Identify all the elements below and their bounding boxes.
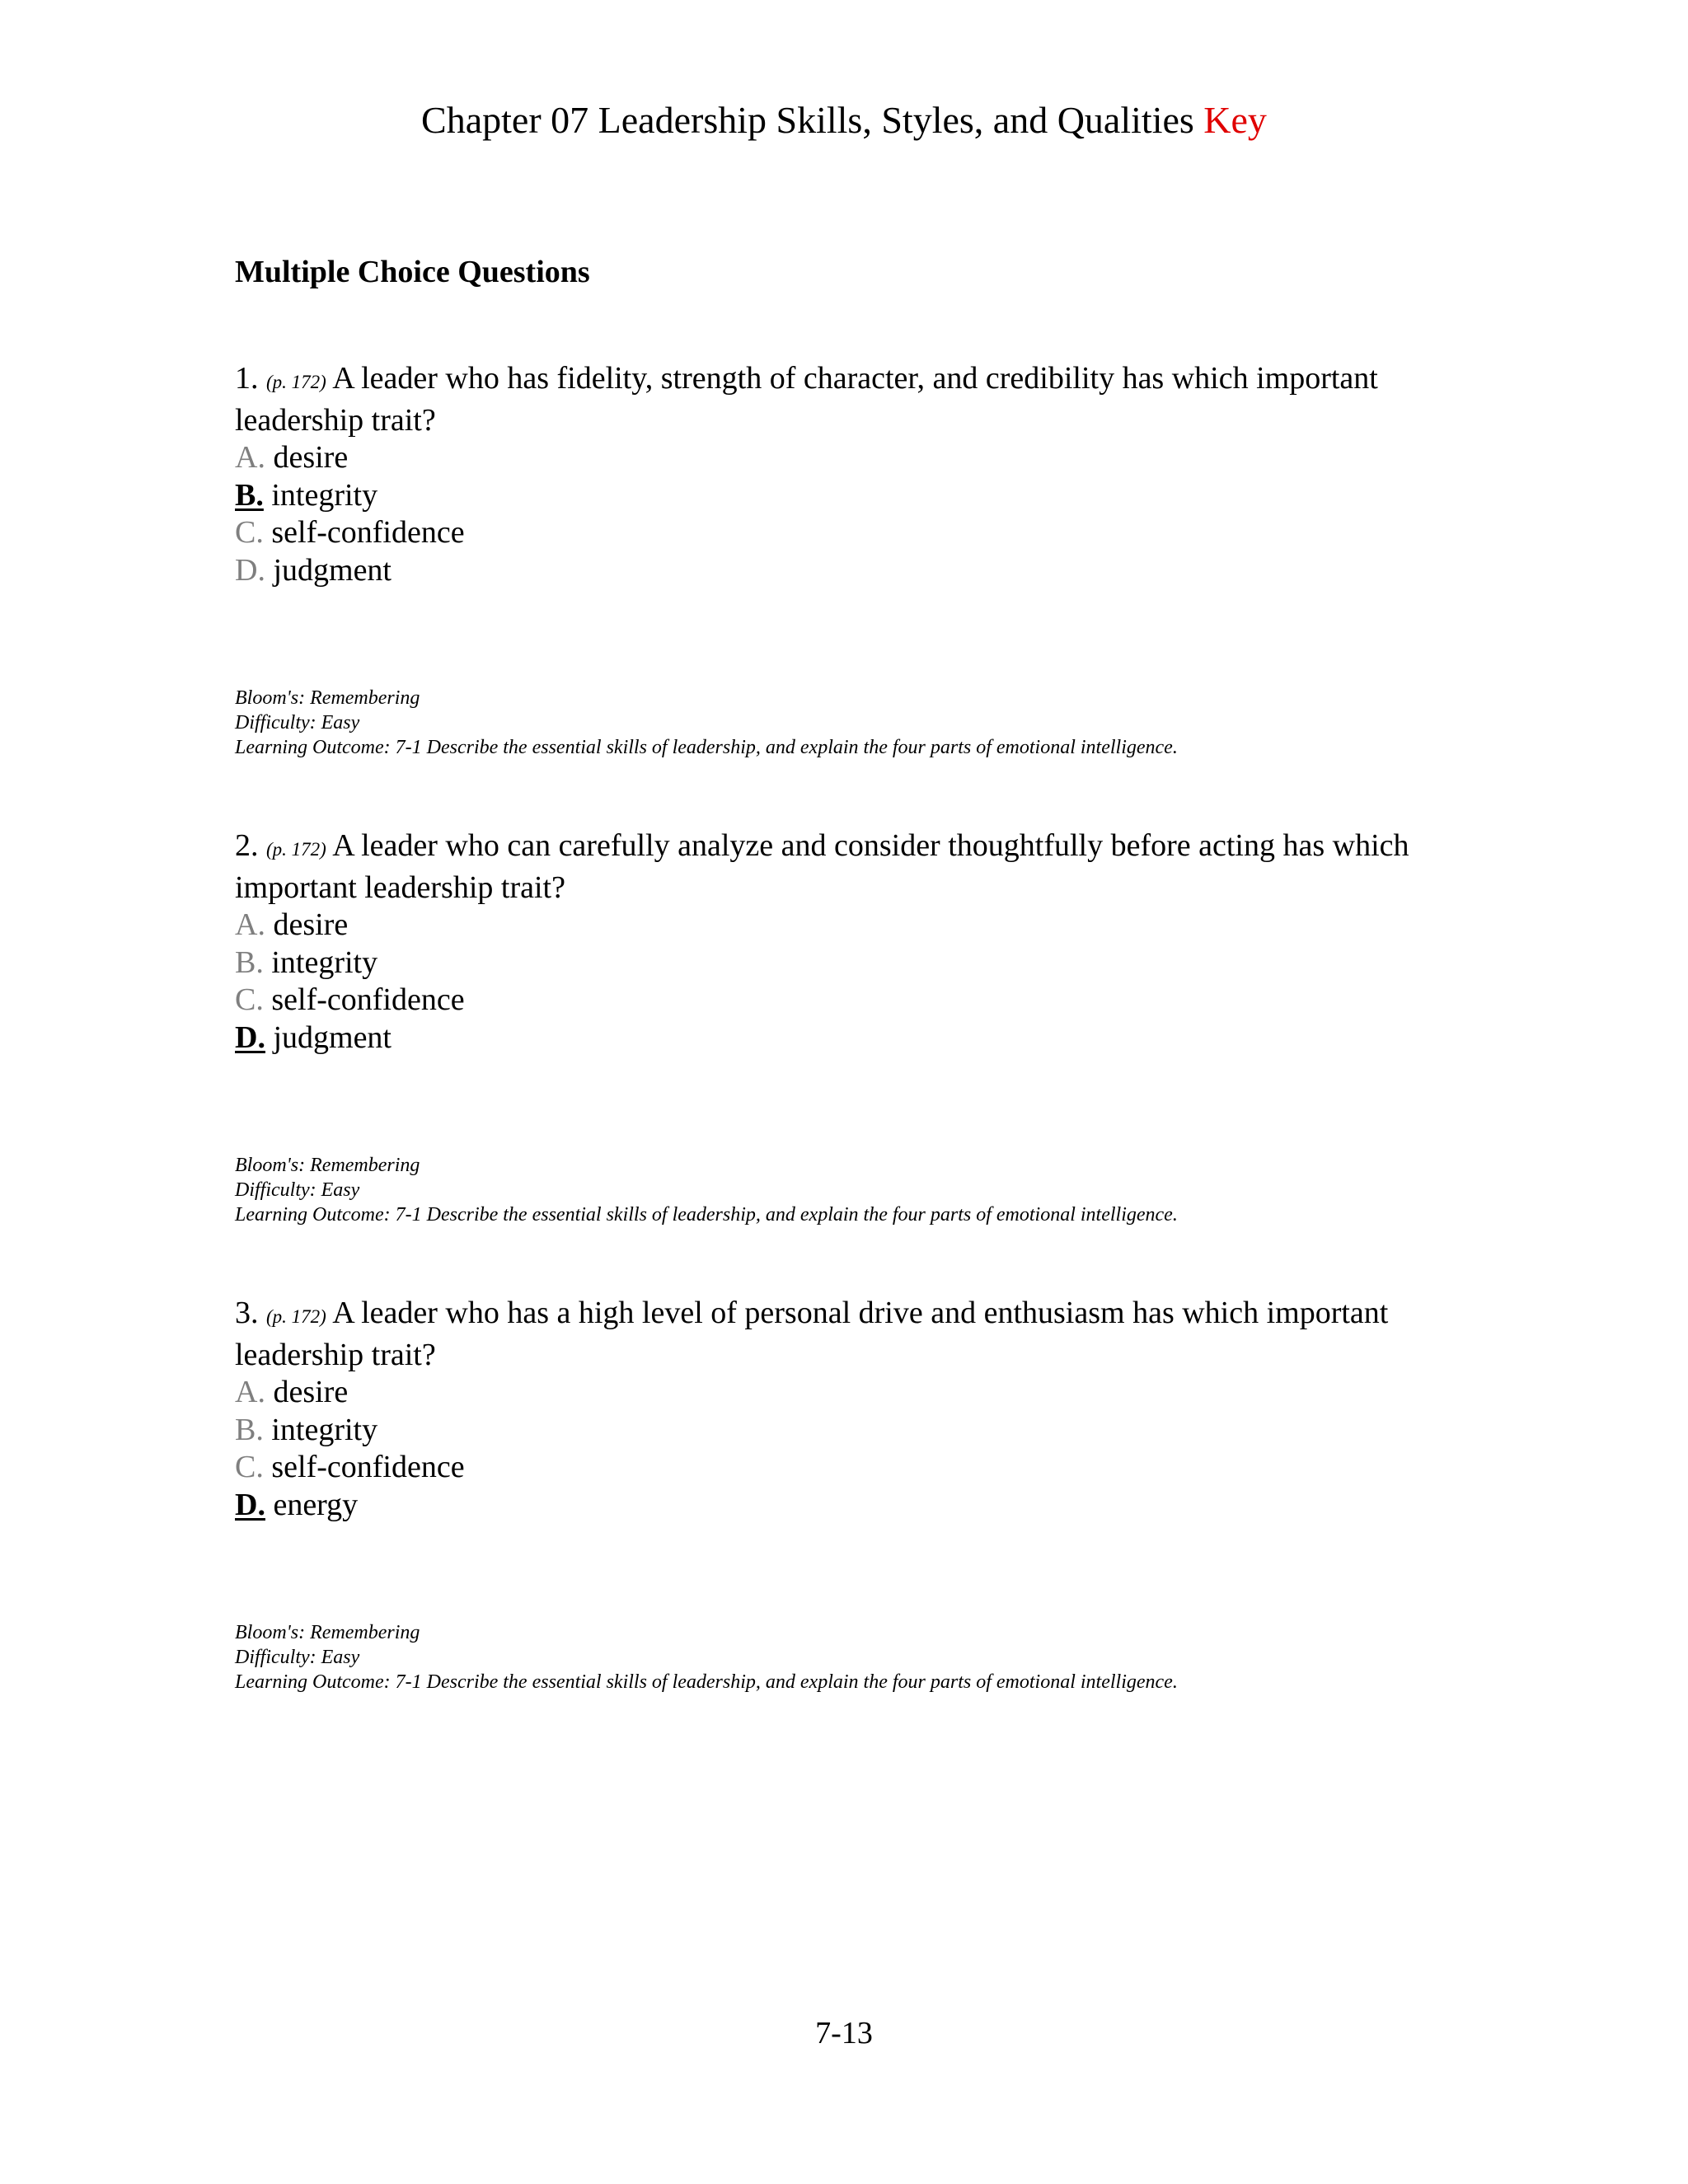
question-text: A leader who has fidelity, strength of character, and credibility has which important leadership trait? [235, 361, 1378, 438]
option-b [235, 1412, 1488, 1450]
blooms-level: Bloom's: Remembering [235, 1622, 420, 1643]
difficulty: Difficulty: Easy [235, 712, 360, 733]
learning-outcome: Learning Outcome: 7-1 Describe the essential skills of leadership, and explain the four parts of emotional intelligence. [235, 1671, 1178, 1693]
page-number: 7-13 [815, 2016, 873, 2050]
page-reference: (p. 172) [266, 839, 326, 860]
question-3-metadata [235, 1620, 1554, 1694]
learning-outcome: Learning Outcome: 7-1 Describe the essential skills of leadership, and explain the four parts of emotional intelligence. [235, 1204, 1178, 1226]
option-text: judgment [273, 1019, 392, 1055]
title-text: Chapter 07 Leadership Skills, Styles, and Qualities [421, 99, 1194, 141]
question-2-metadata [235, 1153, 1554, 1227]
option-letter: C. [235, 982, 264, 1017]
title-key-label: Key [1203, 99, 1267, 141]
difficulty: Difficulty: Easy [235, 1179, 360, 1201]
option-a [235, 1374, 1488, 1412]
page-reference: (p. 172) [266, 1306, 326, 1327]
question-1 [235, 359, 1488, 589]
blooms-level: Bloom's: Remembering [235, 1155, 420, 1176]
option-b-correct [235, 477, 1488, 515]
question-stem [235, 1294, 1488, 1374]
option-text: desire [273, 440, 349, 475]
option-text: self-confidence [271, 515, 465, 550]
option-letter: B. [235, 944, 264, 980]
page-reference: (p. 172) [266, 372, 326, 392]
learning-outcome: Learning Outcome: 7-1 Describe the essential skills of leadership, and explain the four parts of emotional intelligence. [235, 737, 1178, 758]
option-letter: C. [235, 515, 264, 550]
option-d-correct [235, 1019, 1488, 1057]
answer-options [235, 907, 1488, 1057]
question-text: A leader who has a high level of personal drive and enthusiasm has which important leadership trait? [235, 1296, 1389, 1372]
question-number: 2. [235, 828, 259, 863]
option-letter: D. [235, 1487, 265, 1522]
option-text: self-confidence [271, 1450, 465, 1484]
option-a [235, 439, 1488, 477]
option-letter: A. [235, 440, 265, 475]
question-3 [235, 1294, 1488, 1524]
question-number: 1. [235, 361, 259, 396]
option-letter: A. [235, 1375, 265, 1409]
option-text: self-confidence [271, 982, 465, 1017]
option-letter: A. [235, 907, 265, 942]
question-1-metadata [235, 686, 1554, 760]
option-b [235, 944, 1488, 982]
section-heading: Multiple Choice Questions [235, 255, 590, 289]
option-text: integrity [271, 1412, 378, 1447]
option-c [235, 1449, 1488, 1487]
option-c [235, 982, 1488, 1019]
option-letter: C. [235, 1450, 264, 1484]
question-2 [235, 827, 1488, 1057]
option-letter: B. [235, 1412, 264, 1447]
option-letter: B. [235, 477, 264, 513]
question-stem [235, 827, 1488, 907]
option-d-correct [235, 1487, 1488, 1525]
option-text: energy [273, 1487, 359, 1522]
option-text: integrity [271, 944, 378, 980]
blooms-level: Bloom's: Remembering [235, 687, 420, 709]
answer-options [235, 1374, 1488, 1524]
option-a [235, 907, 1488, 944]
option-text: judgment [273, 552, 392, 588]
question-number: 3. [235, 1296, 259, 1330]
page-title [0, 96, 1688, 145]
answer-options [235, 439, 1488, 589]
option-letter: D. [235, 552, 265, 588]
option-c [235, 514, 1488, 552]
option-letter: D. [235, 1019, 265, 1055]
option-text: integrity [271, 477, 378, 513]
option-text: desire [273, 907, 349, 942]
difficulty: Difficulty: Easy [235, 1647, 360, 1668]
question-text: A leader who can carefully analyze and consider thoughtfully before acting has which important leadership trait? [235, 828, 1409, 905]
option-d [235, 552, 1488, 590]
question-stem [235, 359, 1488, 439]
option-text: desire [273, 1375, 349, 1409]
